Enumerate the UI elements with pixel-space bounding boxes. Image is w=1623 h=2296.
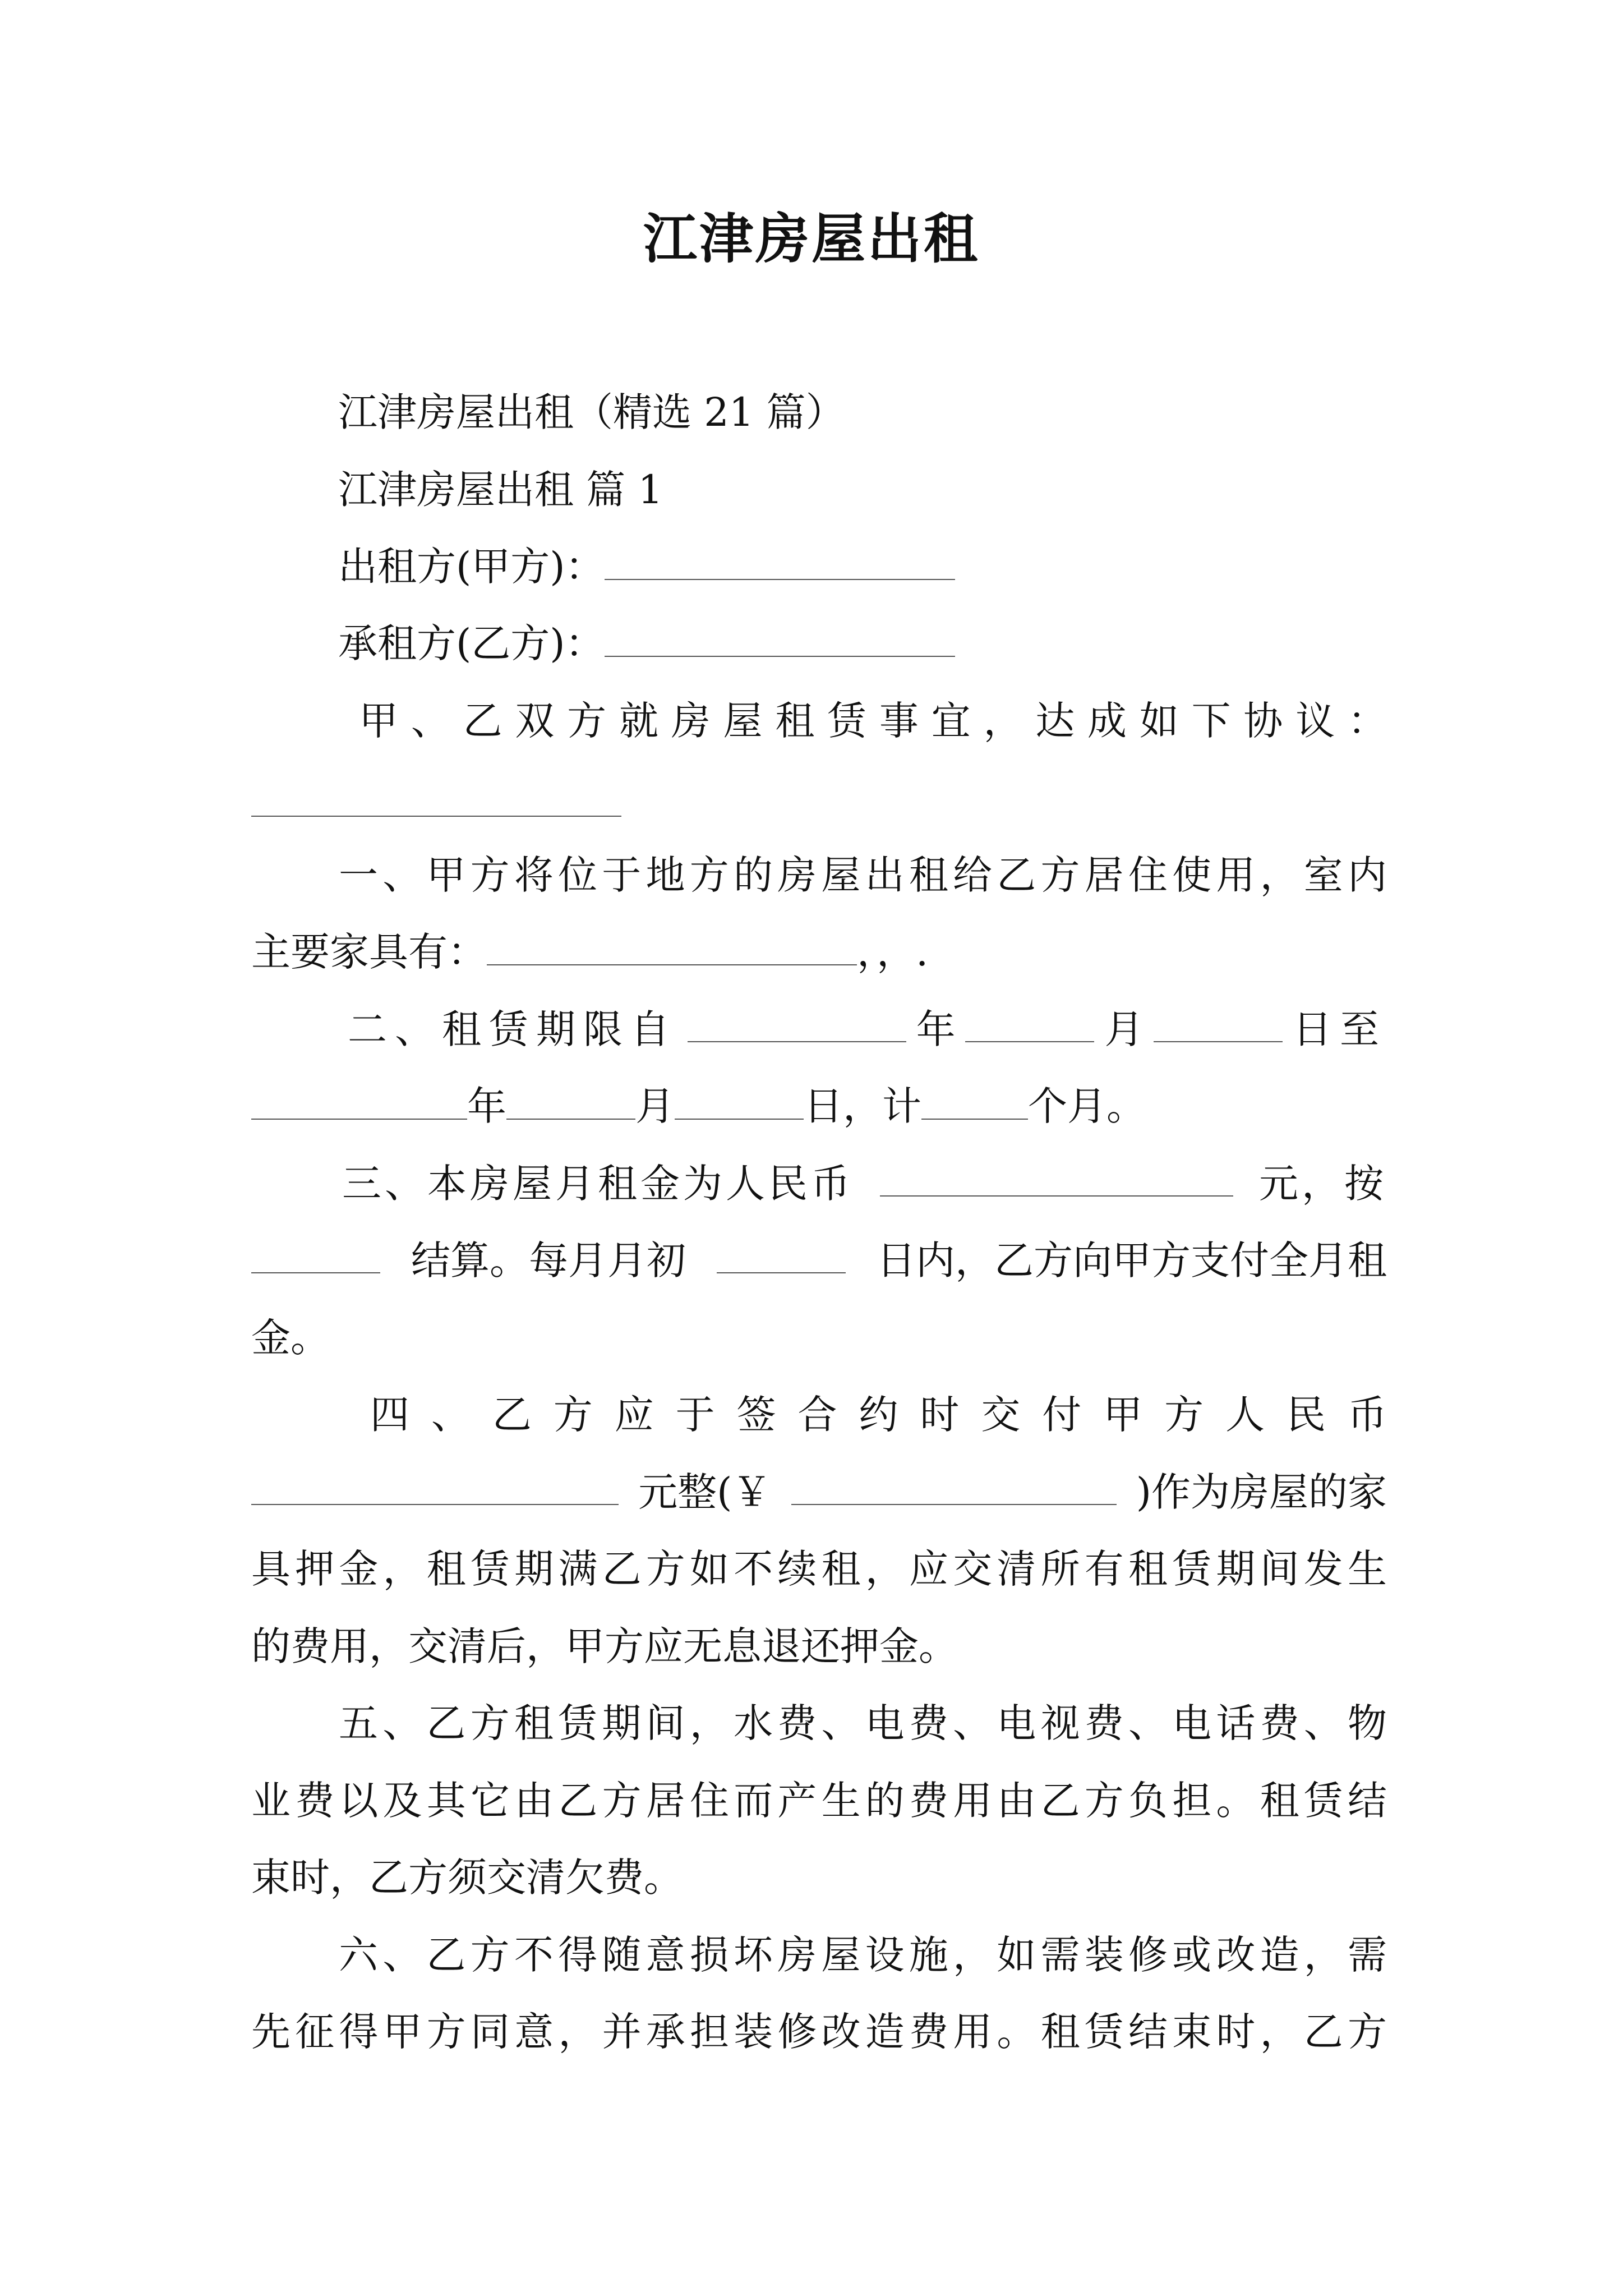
clause-1-line-2 — [251, 929, 1387, 975]
clause-1-line-1 — [251, 852, 1387, 898]
clause-4-text-e: 的费用，交清后，甲方应无息退还押金。 — [251, 1623, 958, 1669]
clause-5-text-c: 束时，乙方须交清欠费。 — [251, 1855, 683, 1901]
clause-4-line-1 — [370, 1392, 1387, 1438]
deposit-words-blank — [251, 1473, 619, 1505]
clause-4-text-c: )作为房屋的家 — [1136, 1469, 1387, 1515]
clause-4-text-a: 四、乙方应于签合约时交付甲方人民币 — [370, 1392, 1387, 1438]
clause-2-text-g: 日，计 — [804, 1083, 921, 1129]
clause-6-text-b: 先征得甲方同意，并承担装修改造费用。租赁结束时，乙方 — [251, 2009, 1387, 2055]
end-day-blank — [675, 1087, 804, 1120]
clause-3-text-e: 金。 — [251, 1315, 330, 1361]
deposit-figure-blank — [791, 1473, 1117, 1505]
clause-4-text-d: 具押金，租赁期满乙方如不续租，应交清所有租赁期间发生 — [251, 1546, 1387, 1592]
payment-day-blank — [717, 1241, 846, 1273]
clause-4-line-2 — [251, 1469, 1387, 1515]
clause-2-text-c: 月 — [1104, 1006, 1144, 1052]
clause-2-text-e: 年 — [467, 1083, 506, 1129]
clause-3-text-d: 日内，乙方向甲方支付全月租 — [877, 1237, 1387, 1283]
clause-6-text-a: 六、乙方不得随意损坏房屋设施，如需装修或改造，需 — [339, 1932, 1387, 1978]
lessee-blank — [605, 624, 955, 657]
clause-4-text-b: 元整(￥ — [638, 1469, 772, 1515]
intro-text: 甲、乙双方就房屋租赁事宜，达成如下协议： — [359, 698, 1387, 744]
furniture-blank — [487, 933, 857, 965]
rent-amount-blank — [880, 1164, 1233, 1197]
start-day-blank — [1154, 1010, 1283, 1042]
lessor-line — [338, 544, 1474, 590]
clause-6-line-1 — [251, 1932, 1387, 1978]
clause-2-line-2 — [251, 1083, 1387, 1129]
clause-2-text-f: 月 — [635, 1083, 675, 1129]
subtitle-collection: 江津房屋出租（精选 21 篇） — [338, 389, 845, 435]
clause-3-line-3 — [251, 1315, 1387, 1361]
clause-2-text-a: 二、租赁期限自 — [348, 1006, 677, 1052]
start-year-blank — [688, 1010, 906, 1042]
clause-5-text-a: 五、乙方租赁期间，水费、电费、电视费、电话费、物 — [339, 1700, 1387, 1746]
clause-1-text-2b: ，，. — [857, 929, 929, 975]
clause-3-text-a: 三、本房屋月租金为人民币 — [342, 1161, 854, 1207]
clause-2-line-1 — [348, 1006, 1387, 1052]
clause-2-text-d: 日至 — [1292, 1006, 1387, 1052]
clause-3-line-2 — [251, 1237, 1387, 1283]
months-blank — [921, 1087, 1028, 1120]
intro-blank — [251, 816, 621, 817]
lessee-label: 承租方(乙方)： — [338, 620, 605, 666]
clause-2-text-h: 个月。 — [1028, 1083, 1146, 1129]
intro-line — [359, 698, 1387, 744]
clause-5-text-b: 业费以及其它由乙方居住而产生的费用由乙方负担。租赁结 — [251, 1778, 1387, 1824]
clause-4-line-3 — [251, 1546, 1387, 1592]
clause-5-line-2 — [251, 1778, 1387, 1824]
clause-3-line-1 — [342, 1161, 1387, 1207]
clause-3-text-b: 元，按 — [1259, 1161, 1387, 1207]
subtitle-part: 江津房屋出租 篇 1 — [338, 467, 663, 513]
lessor-label: 出租方(甲方)： — [338, 544, 605, 590]
start-month-blank — [965, 1010, 1094, 1042]
lessee-line — [338, 620, 1474, 666]
settlement-blank — [251, 1241, 380, 1273]
clause-3-text-c: 结算。每月月初 — [411, 1237, 686, 1283]
lessor-blank — [605, 547, 955, 580]
end-month-blank — [506, 1087, 635, 1120]
clause-4-line-4 — [251, 1623, 1387, 1669]
clause-2-text-b: 年 — [916, 1006, 956, 1052]
end-year-blank — [251, 1087, 467, 1120]
clause-1-text-1: 一、甲方将位于地方的房屋出租给乙方居住使用，室内 — [339, 852, 1387, 898]
clause-5-line-3 — [251, 1855, 1387, 1901]
clause-6-line-2 — [251, 2009, 1387, 2055]
clause-1-text-2a: 主要家具有： — [251, 929, 487, 975]
document-title: 江津房屋出租 — [643, 207, 980, 270]
clause-5-line-1 — [251, 1700, 1387, 1746]
